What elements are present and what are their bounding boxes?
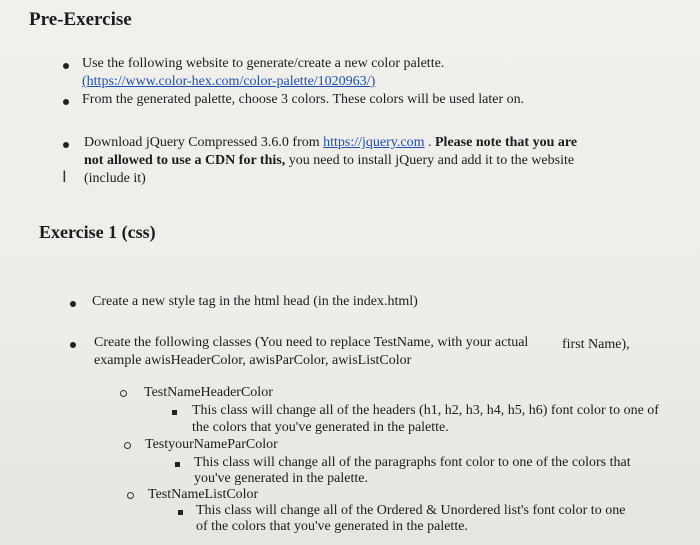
pre-item3-line3: (include it) xyxy=(84,171,146,186)
class-desc-line2: you've generated in the palette. xyxy=(194,471,368,486)
square-bullet-icon xyxy=(172,410,177,415)
text-cursor-icon: I xyxy=(62,167,67,186)
circle-bullet-icon xyxy=(124,442,131,449)
jquery-link[interactable]: https://jquery.com xyxy=(323,135,425,150)
square-bullet-icon xyxy=(178,510,183,515)
class-desc-line2: the colors that you've generated in the palette. xyxy=(192,420,449,435)
class-name: TestNameListColor xyxy=(148,487,259,502)
pre-item3-line1 xyxy=(84,135,577,151)
bullet-icon xyxy=(63,63,69,69)
bullet-icon xyxy=(63,99,69,105)
ex1-item2-line2: example awisHeaderColor, awisParColor, awisListColor xyxy=(94,353,412,368)
bullet-icon xyxy=(70,301,76,307)
ex1-item2-line1-end: first Name), xyxy=(562,337,630,352)
pre-item3-bold-note: Please note that you are xyxy=(435,135,578,150)
color-hex-link[interactable]: (https://www.color-hex.com/color-palette/1020963/) xyxy=(82,74,376,89)
circle-bullet-icon xyxy=(120,390,127,397)
pre-item1-text: Use the following website to generate/create a new color palette. xyxy=(82,56,445,71)
pre-item3-text: Download jQuery Compressed 3.6.0 from xyxy=(84,135,324,150)
class-name: TestyourNameParColor xyxy=(145,437,278,452)
pre-item3-install: you need to install jQuery and add it to the website xyxy=(285,153,575,168)
pre-item3-line2 xyxy=(84,153,574,169)
pre-item2-text: From the generated palette, choose 3 colors. These colors will be used later on. xyxy=(82,92,525,107)
ex1-item1-text: Create a new style tag in the html head (in the index.html) xyxy=(92,294,418,309)
ex1-item2-line1: Create the following classes (You need to replace TestName, with your actual xyxy=(94,335,529,350)
circle-bullet-icon xyxy=(127,492,134,499)
exercise1-title: Exercise 1 (css) xyxy=(39,222,156,242)
pre-exercise-title: Pre-Exercise xyxy=(29,9,132,30)
class-desc-line1: This class will change all of the Ordered & Unordered list's font color to one xyxy=(196,503,626,518)
class-desc-line2: of the colors that you've generated in the palette. xyxy=(196,519,468,534)
class-name: TestNameHeaderColor xyxy=(144,385,273,400)
pre-item3-bold-cdn: not allowed to use a CDN for this, xyxy=(84,153,286,168)
pre-item3-separator: . xyxy=(424,135,435,150)
class-desc-line1: This class will change all of the paragraphs font color to one of the colors that xyxy=(194,455,631,470)
bullet-icon xyxy=(63,142,69,148)
bullet-icon xyxy=(70,342,76,348)
square-bullet-icon xyxy=(175,462,180,467)
class-desc-line1: This class will change all of the headers (h1, h2, h3, h4, h5, h6) font color to one of xyxy=(192,403,659,418)
